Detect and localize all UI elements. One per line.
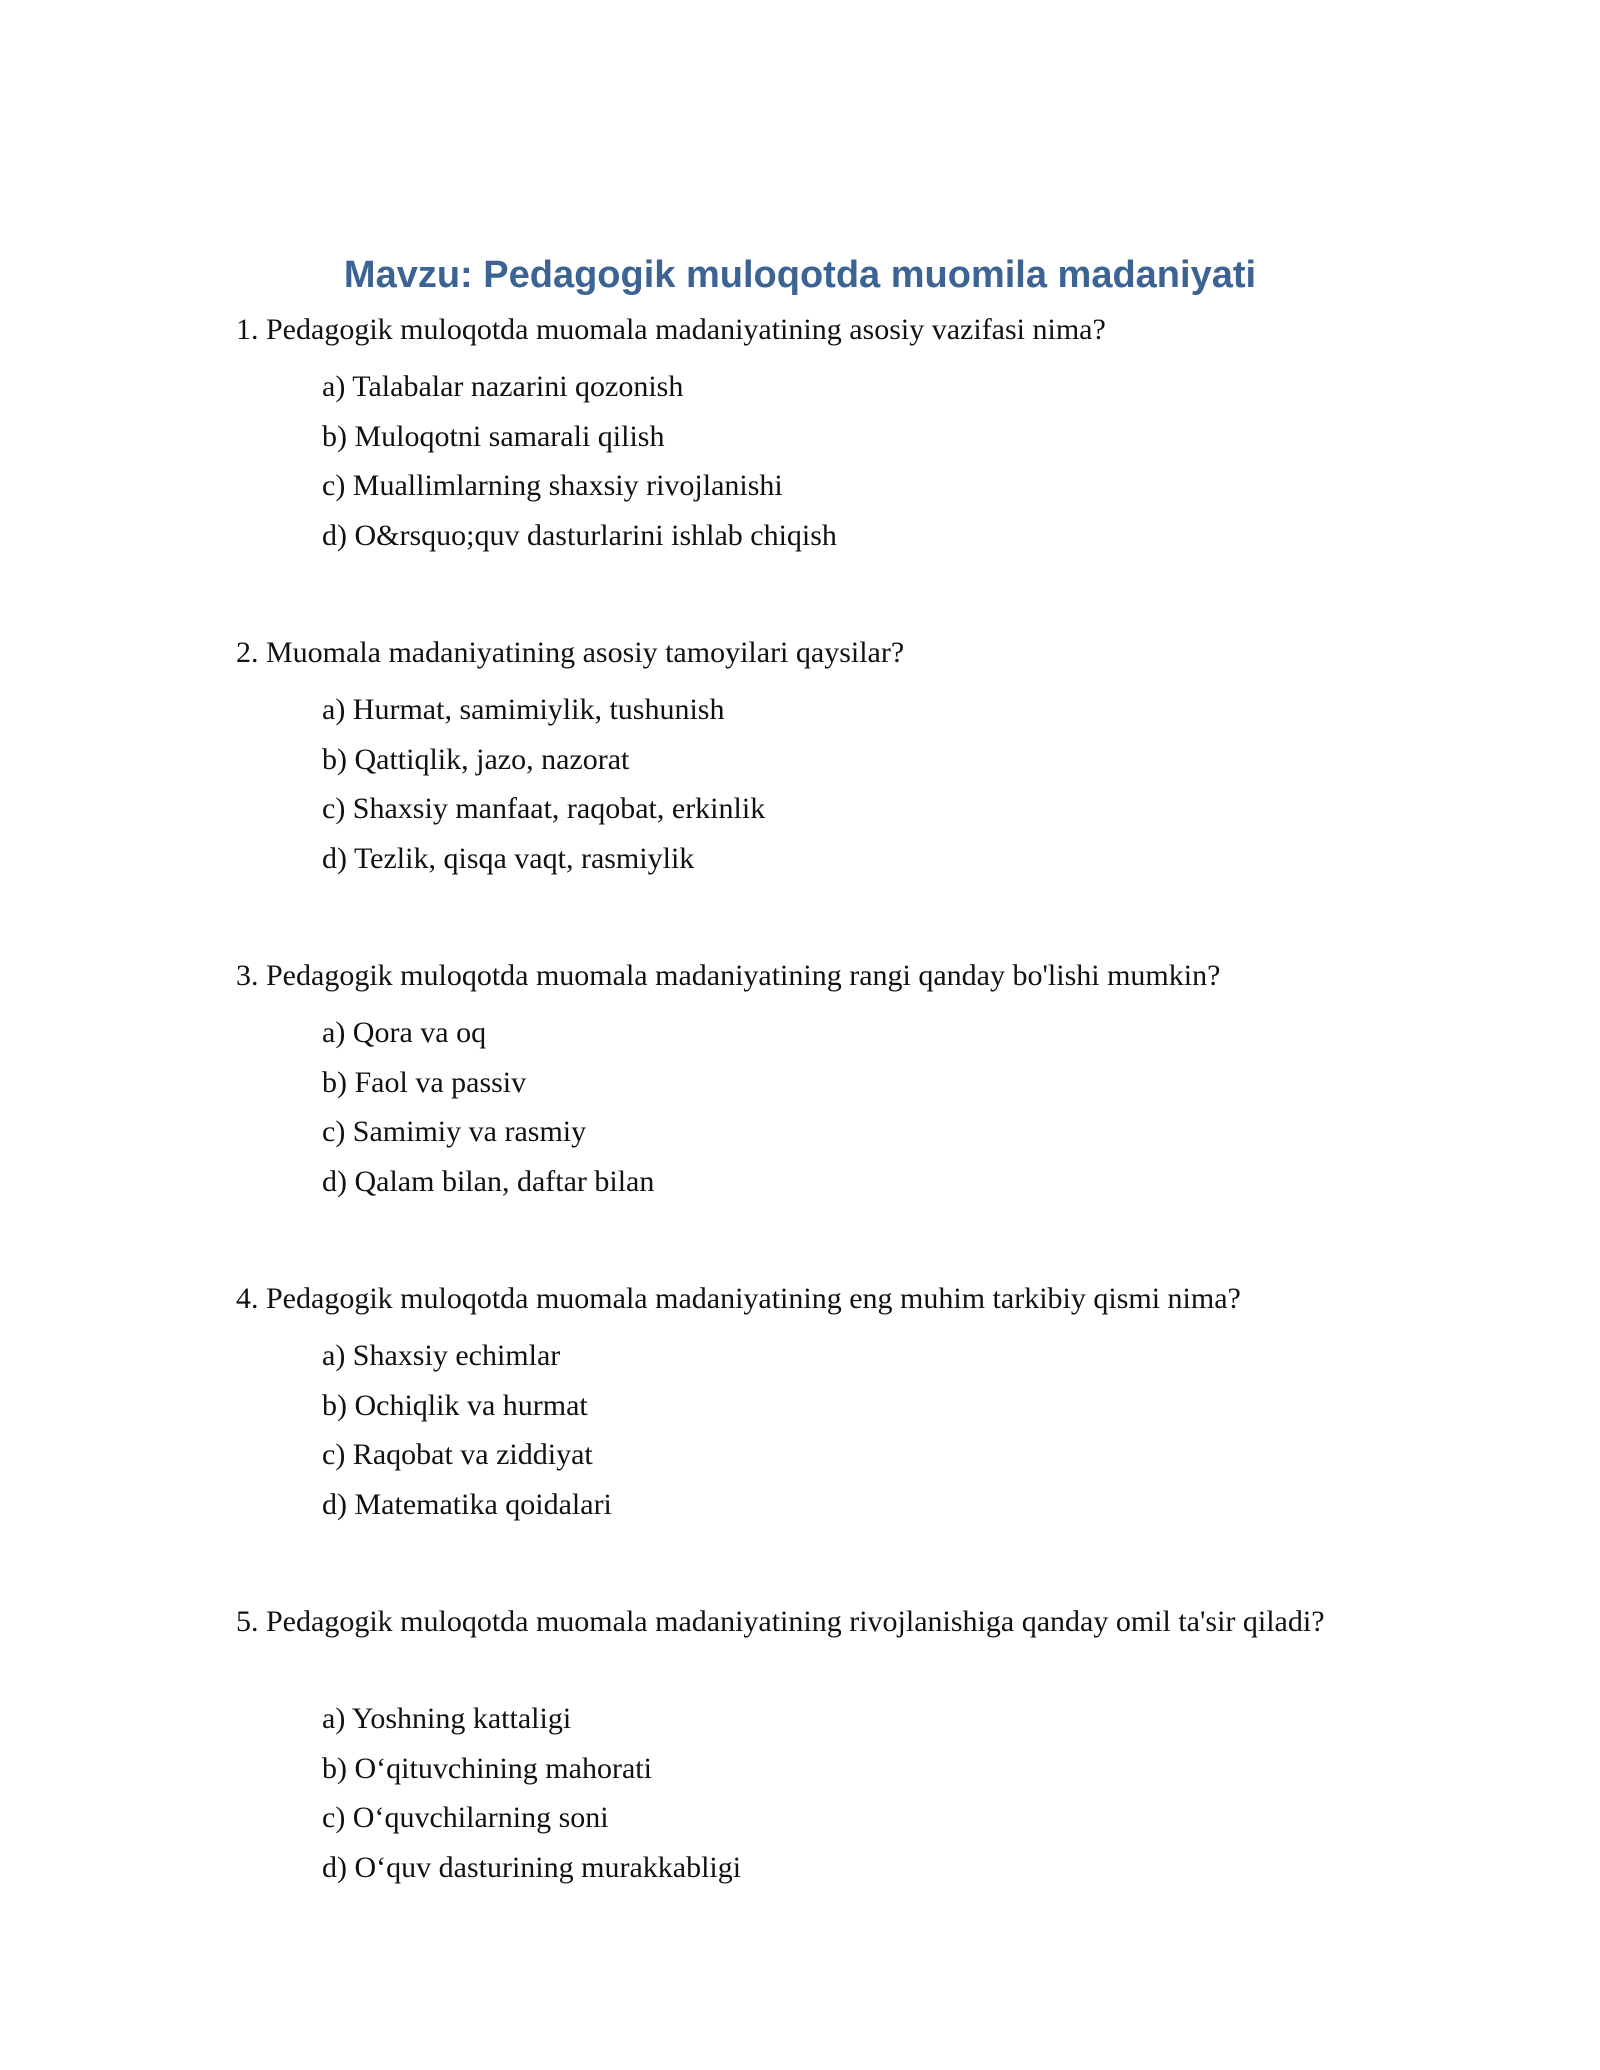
answer-option: d) O&rsquo;quv dasturlarini ishlab chiqish [322, 518, 837, 552]
question-2-text: 2. Muomala madaniyatining asosiy tamoyilari qaysilar? [236, 636, 905, 669]
answer-option: c) Samimiy va rasmiy [322, 1115, 587, 1148]
answer-option: d) Matematika qoidalari [322, 1487, 612, 1521]
question-5-options [322, 1694, 1322, 1892]
answer-option: c) Muallimlarning shaxsiy rivojlanishi [322, 469, 783, 502]
answer-option: b) Qattiqlik, jazo, nazorat [322, 742, 630, 776]
answer-option: c) Raqobat va ziddiyat [322, 1438, 593, 1471]
answer-option: b) Muloqotni samarali qilish [322, 419, 665, 453]
question-5-text: 5. Pedagogik muloqotda muomala madaniyatining rivojlanishiga qanday omil ta'sir qiladi? [236, 1605, 1325, 1638]
question-3-text: 3. Pedagogik muloqotda muomala madaniyatining rangi qanday bo'lishi mumkin? [236, 959, 1221, 992]
answer-option: d) Tezlik, qisqa vaqt, rasmiylik [322, 841, 695, 875]
answer-option: c) O‘quvchilarning soni [322, 1801, 609, 1834]
answer-option: b) Ochiqlik va hurmat [322, 1388, 588, 1422]
answer-option: a) Hurmat, samimiylik, tushunish [322, 693, 725, 726]
answer-option: d) Qalam bilan, daftar bilan [322, 1164, 655, 1198]
question-2-options [322, 685, 1322, 883]
question-4-text: 4. Pedagogik muloqotda muomala madaniyatining eng muhim tarkibiy qismi nima? [236, 1282, 1241, 1315]
answer-option: a) Qora va oq [322, 1016, 487, 1049]
answer-option: a) Yoshning kattaligi [322, 1702, 572, 1735]
question-4-options [322, 1331, 1322, 1529]
answer-option: c) Shaxsiy manfaat, raqobat, erkinlik [322, 792, 766, 825]
question-1-text: 1. Pedagogik muloqotda muomala madaniyatining asosiy vazifasi nima? [236, 313, 1106, 346]
page-title: Mavzu: Pedagogik muloqotda muomila madaniyati [343, 254, 1257, 296]
question-1-options [322, 362, 1322, 560]
answer-option: b) Faol va passiv [322, 1065, 527, 1099]
answer-option: a) Talabalar nazarini qozonish [322, 370, 684, 403]
question-3-options [322, 1008, 1322, 1206]
answer-option: a) Shaxsiy echimlar [322, 1339, 561, 1372]
answer-option: b) O‘qituvchining mahorati [322, 1751, 652, 1785]
answer-option: d) O‘quv dasturining murakkabligi [322, 1850, 742, 1884]
